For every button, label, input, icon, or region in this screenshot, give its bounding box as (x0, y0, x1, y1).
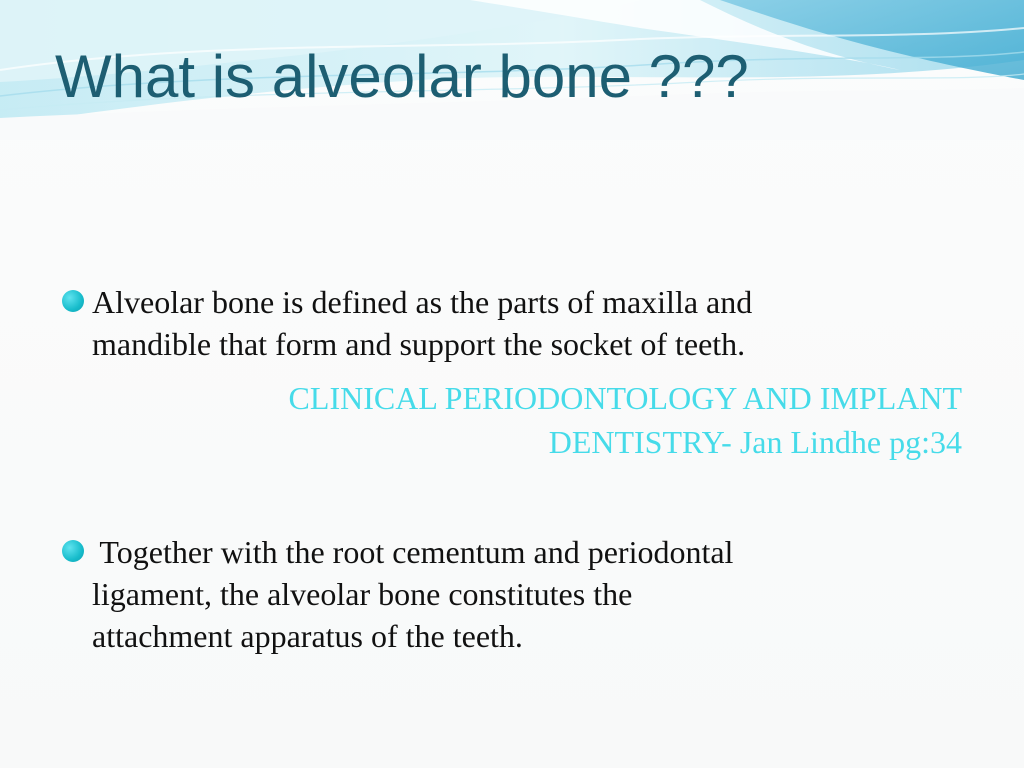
cyan-circle-bullet-icon (62, 290, 84, 312)
bullet-item-attachment-apparatus (62, 531, 962, 657)
slide-title: What is alveolar bone ??? (55, 43, 749, 110)
bullet-line: Alveolar bone is defined as the parts of maxilla and (92, 284, 753, 320)
citation-line: CLINICAL PERIODONTOLOGY AND IMPLANT (288, 380, 962, 416)
bullet-text (62, 531, 962, 657)
bullet-line: mandible that form and support the socket of teeth. (92, 326, 746, 362)
bullet-line: attachment apparatus of the teeth. (92, 618, 523, 654)
citation (289, 376, 962, 464)
bullet-line: ligament, the alveolar bone constitutes the (92, 576, 633, 612)
bullet-item-definition (62, 281, 962, 365)
bullet-text (62, 281, 962, 365)
citation-line: DENTISTRY- Jan Lindhe pg:34 (548, 424, 962, 460)
bullet-line: Together with the root cementum and periodontal (92, 534, 734, 570)
cyan-circle-bullet-icon (62, 540, 84, 562)
